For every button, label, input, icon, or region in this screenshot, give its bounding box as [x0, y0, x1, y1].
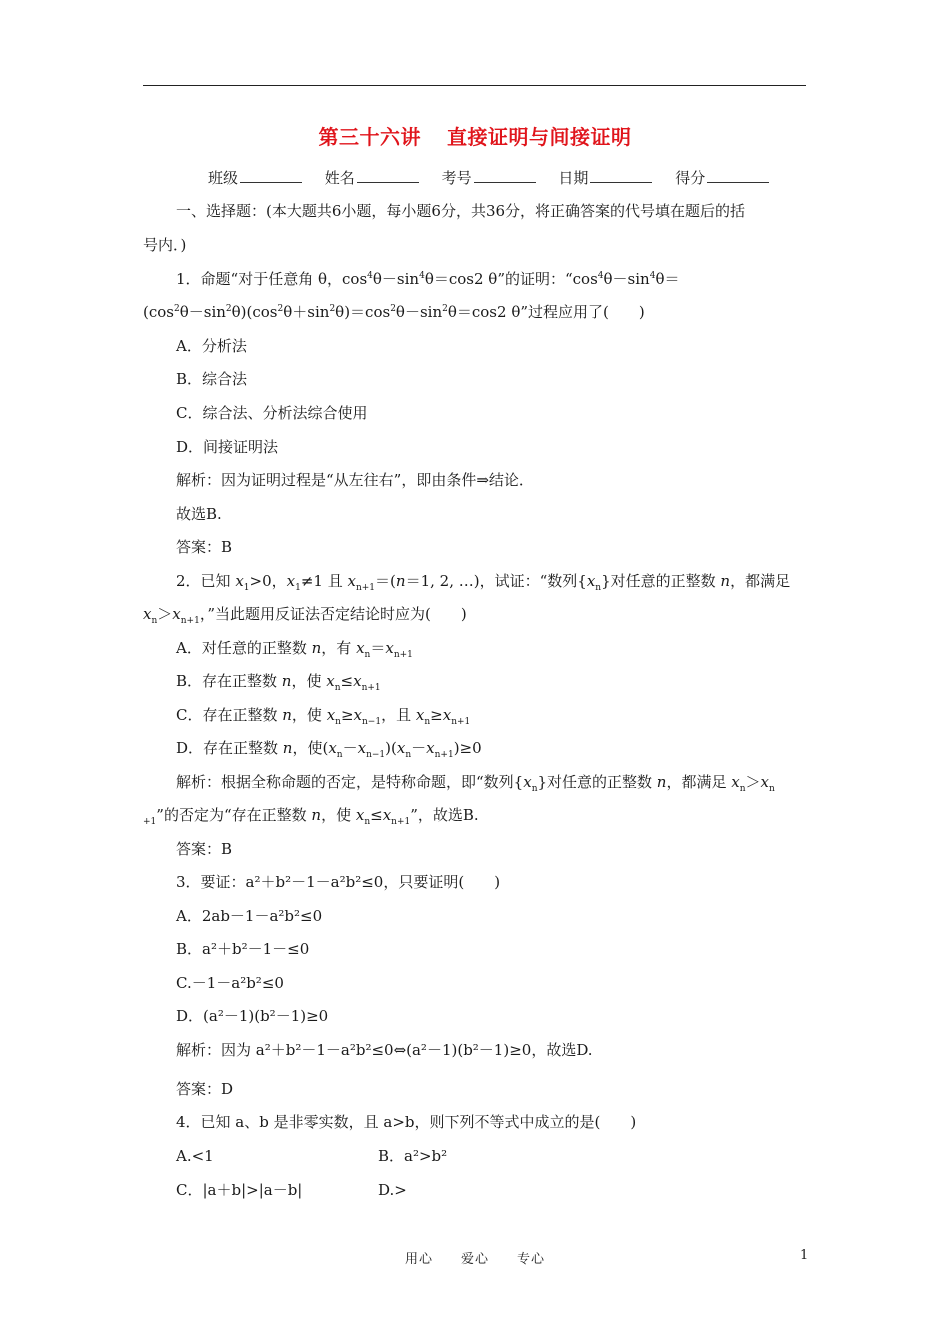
page-number: 1: [800, 1248, 809, 1263]
q1-stem-cont: $(\cos^2\theta-\sin^2\theta)(\cos^2\theta+\sin^2\theta)=\cos^2\theta-\sin^2\theta=\cos 2$ θ”过程应用了( ): [143, 303, 645, 321]
q3-option-a[interactable]: A．2ab－1－a²b²≤0: [176, 907, 323, 925]
q2-option-b[interactable]: B．存在正整数 n，使 $x_n\le x_{n+1}$: [176, 672, 381, 693]
q2-option-c[interactable]: C．存在正整数 n，使 $x_n\ge x_{n-1}$，且 $x_n\ge x_{n+1}$: [176, 706, 471, 727]
q3-answer: 答案：D: [176, 1080, 234, 1098]
q2-analysis: 解析：根据全称命题的否定，是特称命题，即“数列$\{x_n\}$对任意的正整数 n，都满足 $x_n>x_n$: [176, 773, 775, 794]
q1-answer: 答案：B: [176, 538, 233, 556]
q3-stem: 3．要证：a²＋b²－1－a²b²≤0，只要证明( ): [176, 873, 501, 891]
info-class[interactable]: 班级: [208, 167, 302, 188]
q4-option-d[interactable]: D.>: [378, 1181, 407, 1199]
q3-analysis: 解析：因为 a²＋b²－1－a²b²≤0⇔(a²－1)(b²－1)≥0，故选D.: [176, 1041, 593, 1059]
q2-option-a[interactable]: A．对任意的正整数 n，有 $x_n=x_{n+1}$: [176, 639, 413, 660]
q2-stem-cont: $x_n>x_{n+1}$，”当此题用反证法否定结论时应为( ): [143, 605, 467, 626]
q2-option-d[interactable]: D．存在正整数 n，使$(x_n-x_{n-1})(x_n-x_{n+1})\ge 0$: [176, 739, 482, 760]
section-heading: 一、选择题：(本大题共6小题，每小题6分，共36分，将正确答案的代号填在题后的括: [176, 202, 746, 220]
q4-option-b[interactable]: B．a²>b²: [378, 1147, 448, 1165]
q1-analysis: 解析：因为证明过程是“从左往右”，即由条件⇒结论．: [176, 471, 534, 489]
footer-motto: 用心 爱心 专心: [404, 1252, 546, 1267]
info-exam-number[interactable]: 考号: [442, 167, 536, 188]
q1-choose: 故选B.: [176, 505, 222, 523]
q4-stem: 4．已知 a、b 是非零实数，且 a>b，则下列不等式中成立的是( ): [176, 1113, 637, 1131]
q4-option-c[interactable]: C．|a＋b|>|a－b|: [176, 1181, 303, 1199]
q4-option-a[interactable]: A.<1: [176, 1147, 214, 1165]
q4-options-row1: [176, 1146, 576, 1166]
q1-option-a[interactable]: A．分析法: [176, 337, 247, 355]
info-name[interactable]: 姓名: [325, 167, 419, 188]
q2-answer: 答案：B: [176, 840, 233, 858]
q1-stem: 1．命题“对于任意角 θ，$\cos^4\theta-\sin^4\theta=\cos 2$ θ”的证明：“$\cos^4\theta-\sin^4\theta=$: [176, 270, 680, 288]
q2-analysis-cont: $_{+1}$”的否定为“存在正整数 n，使 $x_n\le x_{n+1}$”，故选B.: [143, 806, 479, 827]
section-heading-cont: 号内．): [143, 236, 187, 254]
title-lecture: 第三十六讲: [318, 125, 421, 149]
q3-option-d[interactable]: D．(a²－1)(b²－1)≥0: [176, 1007, 329, 1025]
page-title: [0, 121, 950, 150]
q2-stem: 2．已知 $x_1>0$，$x_1\ne 1$ 且 $x_{n+1}=(n=1$, 2, …)，试证：“数列$\{x_n\}$对任意的正整数 n，都满足: [176, 572, 791, 593]
header-rule: [143, 85, 806, 86]
q3-option-b[interactable]: B．a²＋b²－1－≤0: [176, 940, 310, 958]
q1-option-c[interactable]: C．综合法、分析法综合使用: [176, 404, 368, 422]
q3-option-c[interactable]: C.－1－a²b²≤0: [176, 974, 284, 992]
q1-option-d[interactable]: D．间接证明法: [176, 438, 279, 456]
title-topic: 直接证明与间接证明: [447, 125, 632, 149]
info-date[interactable]: 日期: [558, 167, 652, 188]
q4-options-row2: [176, 1180, 576, 1200]
student-info-row: [208, 167, 787, 188]
q1-option-b[interactable]: B．综合法: [176, 370, 248, 388]
info-score[interactable]: 得分: [675, 167, 769, 188]
